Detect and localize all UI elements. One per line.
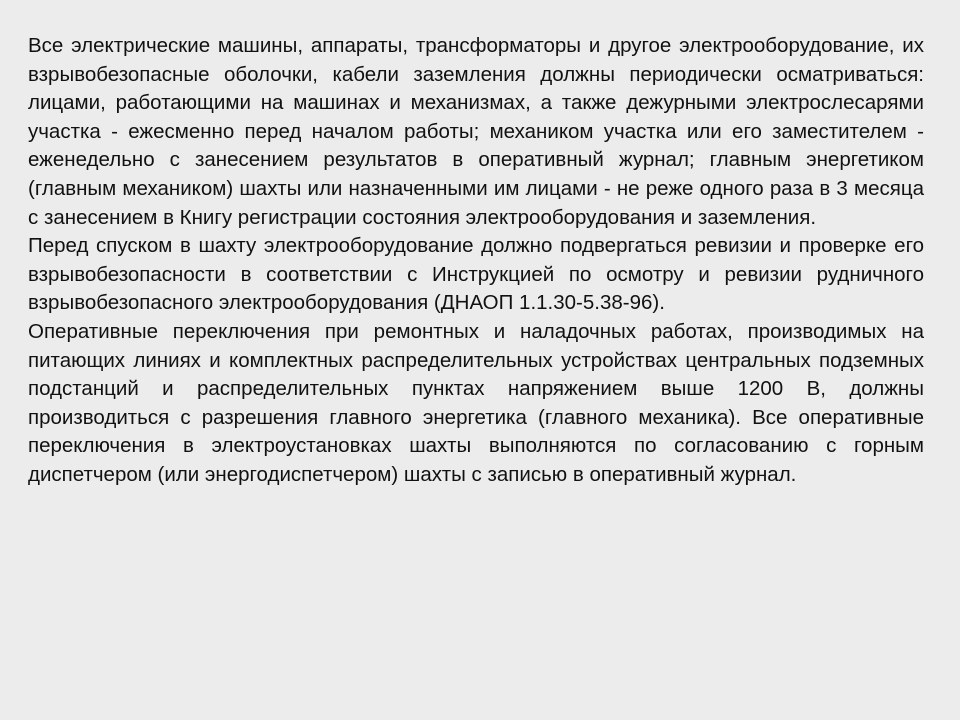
slide-text-body (28, 32, 924, 490)
paragraph-revision: Перед спуском в шахту электрооборудование должно подвергаться ревизии и проверке его взрывобезопасности в соответствии с Инструкцией по осмотру и ревизии рудничного взрывобезопасного электрооборудования (ДНАОП 1.1.30-5.38-96). (28, 234, 924, 315)
paragraph-switching: Оперативные переключения при ремонтных и наладочных работах, производимых на питающих линиях и комплектных распределительных устройствах центральных подземных подстанций и распределительных пунктах напряжением выше 1200 В, должны производиться с разрешения главного энергетика (главного механика). Все оперативные переключения в электроустановках шахты выполняются по согласованию с горным диспетчером (или энергодиспетчером) шахты с записью в оперативный журнал. (28, 319, 924, 486)
paragraph-inspection: Все электрические машины, аппараты, трансформаторы и другое электрооборудование, их взрывобезопасные оболочки, кабели заземления должны периодически осматриваться: лицами, работающими на машинах и механизмах, а также дежурными электрослесарями участка - ежесменно перед началом работы; механиком участка или его заместителем - еженедельно с занесением результатов в оперативный журнал; главным энергетиком (главным механиком) шахты или назначенными им лицами - не реже одного раза в 3 месяца с занесением в Книгу регистрации состояния электрооборудования и заземления. (28, 34, 924, 229)
